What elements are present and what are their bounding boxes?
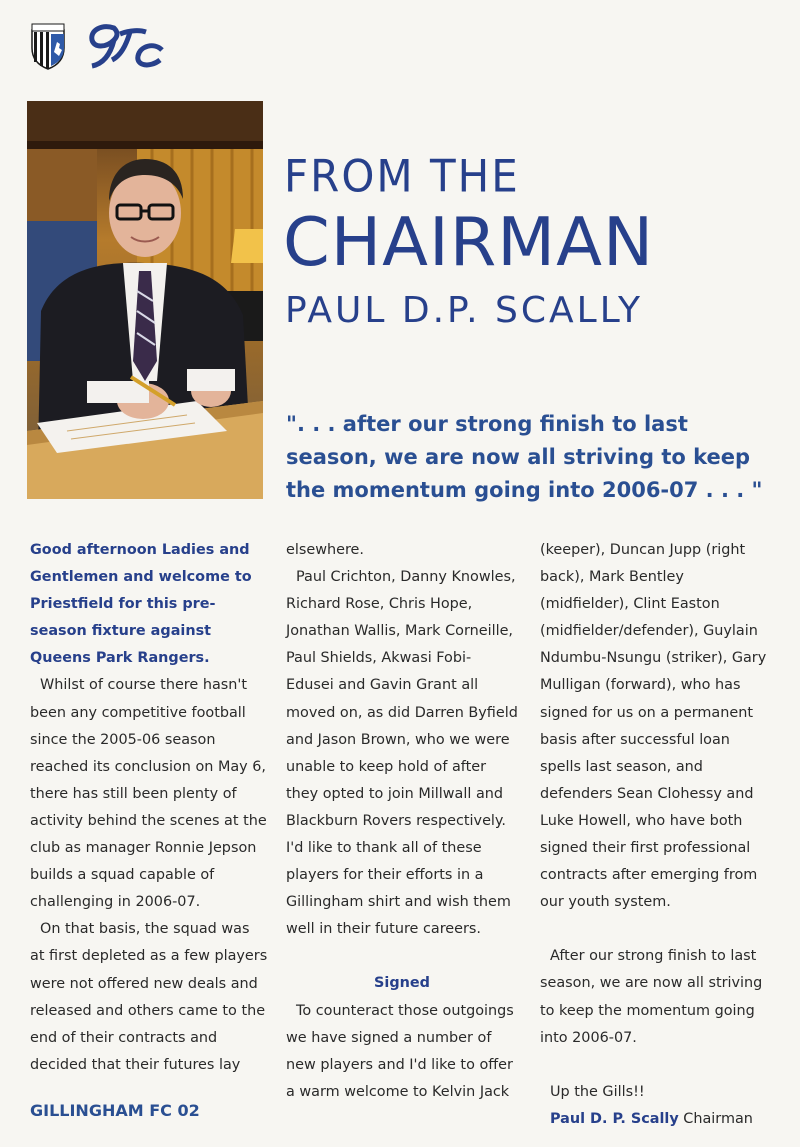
chairman-name-heading: PAUL D.P. SCALLY <box>285 290 643 331</box>
gfc-monogram-logo <box>84 20 166 72</box>
signature-name: Paul D. P. Scally <box>550 1110 679 1127</box>
signoff: Up the Gills!! <box>550 1083 645 1100</box>
body-paragraph: elsewhere. <box>286 542 364 558</box>
body-paragraph: To counteract those outgoings we have signed a number of new players and I'd like to offer a warm welcome to Kelvin Jack <box>286 1002 514 1100</box>
paragraph-spacer <box>540 916 772 943</box>
article-column-3 <box>540 537 772 1133</box>
club-crest-icon <box>30 22 66 70</box>
signature <box>540 1106 772 1133</box>
chairman-photo <box>27 101 263 499</box>
article-column-1 <box>30 537 268 1079</box>
page-footer: GILLINGHAM FC 02 <box>30 1101 200 1120</box>
body-paragraph: (keeper), Duncan Jupp (right back), Mark Bentley (midfielder), Clint Easton (midfielder/defender), Guylain Ndumbu-Nsungu (striker), Gary Mulligan (forward), who has signed for us on a permanent basis after successful loan spells last season, and defenders Sean Clohessy and Luke Howell, who have both signed their first professional contracts after emerging from our youth system. <box>540 542 767 911</box>
body-paragraph: Whilst of course there hasn't been any competitive football since the 2005-06 season reached its conclusion on May 6, there has still been plenty of activity behind the scenes at the club as manager Ronnie Jepson builds a squad capable of challenging in 2006-07. <box>30 677 267 911</box>
paragraph-spacer <box>286 943 518 970</box>
title-line-2: CHAIRMAN <box>283 203 655 281</box>
body-paragraph: After our strong finish to last season, we are now all striving to keep the momentum going into 2006-07. <box>540 948 763 1046</box>
intro-paragraph: Good afternoon Ladies and Gentlemen and welcome to Priestfield for this pre-season fixture against Queens Park Rangers. <box>30 542 252 667</box>
body-paragraph: On that basis, the squad was at first depleted as a few players were not offered new deals and released and others came to the end of their contracts and decided that their futures lay <box>30 921 268 1073</box>
title-line-1: FROM THE <box>284 150 520 203</box>
paragraph-spacer <box>540 1052 772 1079</box>
article-column-2 <box>286 537 518 1106</box>
body-paragraph: Paul Crichton, Danny Knowles, Richard Rose, Chris Hope, Jonathan Wallis, Mark Corneille, Paul Shields, Akwasi Fobi-Edusei and Gavin Grant all moved on, as did Darren Byfield and Jason Brown, who we were unable to keep hold of after they opted to join Millwall and Blackburn Rovers respectively. I'd like to thank all of these players for their efforts in a Gillingham shirt and wish them well in their future careers. <box>286 569 518 938</box>
section-subheading: Signed <box>374 975 430 992</box>
signature-role: Chairman <box>678 1110 753 1127</box>
pull-quote: ". . . after our strong finish to last season, we are now all striving to keep the momentum going into 2006-07 . . . " <box>286 412 763 502</box>
